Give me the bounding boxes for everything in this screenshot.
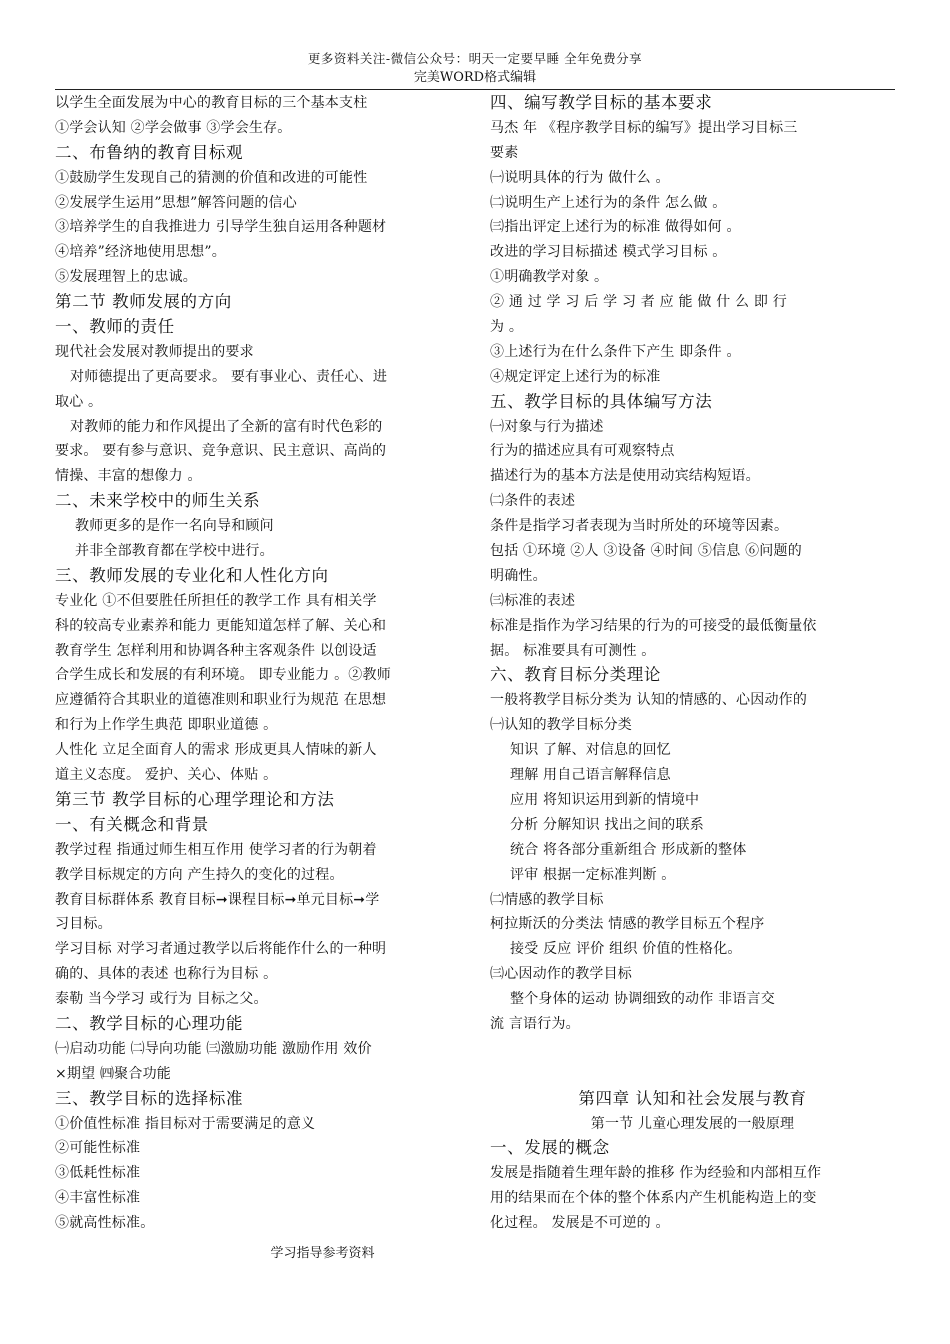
text-line: ①鼓励学生发现自己的猜测的价值和改进的可能性 [55,169,368,186]
text-line: 条件是指学习者表现为当时所处的环境等因素。 [490,518,789,535]
text-line: 分析 分解知识 找出之间的联系 [510,816,704,833]
text-line: 对教师的能力和作风提出了全新的富有时代色彩的 [70,418,383,435]
text-line: 整个身体的运动 协调细致的动作 非语言交 [510,991,775,1008]
text-line: 马杰 年 《程序教学目标的编写》提出学习目标三 [490,119,798,136]
text-line: 教师更多的是作一名向导和顾问 [75,518,274,535]
text-line: 学习目标 对学习者通过教学以后将能作什么的一种明 [55,941,387,958]
text-line: ④规定评定上述行为的标准 [490,368,661,385]
section-heading: 五、教学目标的具体编写方法 [490,391,713,411]
left-column [55,91,460,1236]
text-line: 教育学生 怎样利用和协调各种主客观条件 以创设适 [55,642,377,659]
text-line: 发展是指随着生理年龄的推移 作为经验和内部相互作 [490,1165,822,1182]
text-line: 评审 根据一定标准判断 。 [510,866,676,883]
text-line: 以学生全面发展为中心的教育目标的三个基本支柱 [55,95,368,111]
text-line: 包括 ①环境 ②人 ③设备 ④时间 ⑤信息 ⑥问题的 [490,543,802,560]
text-line: 取心 。 [55,393,103,410]
text-line: ㈠启动功能 ㈡导向功能 ㈢激励功能 激励作用 效价 [55,1040,372,1057]
text-line: ①学会认知 ②学会做事 ③学会生存。 [55,119,292,136]
text-line [490,1037,895,1062]
text-line: 习目标。 [55,916,112,933]
text-line: ② 通 过 学 习 后 学 习 者 应 能 做 什 么 即 行 [490,294,787,311]
text-line: 教学过程 指通过师生相互作用 使学习者的行为朝着 [55,841,377,858]
text-line: 人性化 立足全面育人的需求 形成更具人情味的新人 [55,742,377,759]
header-format-line: 完美WORD格式编辑 [413,70,537,85]
section-heading: 第四章 认知和社会发展与教育 [578,1088,807,1108]
text-line: ①价值性标准 指目标对于需要满足的意义 [55,1115,316,1132]
text-line: ㈠对象与行为描述 [490,418,604,435]
text-line: 标准是指作为学习结果的行为的可接受的最低衡量依 [490,617,817,634]
text-line: ⑤发展理智上的忠诚。 [55,269,197,286]
text-line: ③低耗性标准 [55,1165,141,1182]
text-line: 教学目标规定的方向 产生持久的变化的过程。 [55,866,344,883]
section-heading: 三、教学目标的选择标准 [55,1088,244,1108]
text-line: 描述行为的基本方法是使用动宾结构短语。 [490,468,760,485]
text-line: ㈢心因动作的教学目标 [490,966,632,983]
text-line: 一般将教学目标分类为 认知的情感的、心因动作的 [490,692,808,709]
section-heading: 第二节 教师发展的方向 [55,292,232,312]
text-line: ②发展学生运用”思想”解答问题的信心 [55,194,297,211]
text-line: ㈢标准的表述 [490,592,576,609]
text-line: 知识 了解、对信息的回忆 [510,742,671,759]
section-heading: 四、编写教学目标的基本要求 [490,93,713,112]
text-line: 和行为上作学生典范 即职业道德 。 [55,717,278,734]
text-line: ㈡条件的表述 [490,493,576,510]
section-heading: 一、有关概念和背景 [55,814,209,834]
text-line: 改进的学习目标描述 模式学习目标 。 [490,244,727,261]
text-line: 化过程。 发展是不可逆的 。 [490,1215,670,1232]
text-line: ㈡情感的教学目标 [490,891,604,908]
text-line: 行为的描述应具有可观察特点 [490,443,675,460]
text-line: ㈠说明具体的行为 做什么 。 [490,169,670,186]
text-line: ④丰富性标准 [55,1190,141,1207]
text-line: 用的结果而在个体的整个体系内产生机能构造上的变 [490,1190,817,1207]
text-line: ③上述行为在什么条件下产生 即条件 。 [490,343,741,360]
text-line: ㈢指出评定上述行为的标准 做得如何 。 [490,219,741,236]
text-line: 柯拉斯沃的分类法 情感的教学目标五个程序 [490,916,765,933]
right-column [490,91,895,1236]
text-line: 科的较高专业素养和能力 更能知道怎样了解、关心和 [55,617,387,634]
page-footer: 学习指导参考资料 [270,1246,375,1261]
text-line: 理解 用自己语言解释信息 [510,767,671,784]
text-line: 统合 将各部分重新组合 形成新的整体 [510,841,747,858]
section-heading: 一、发展的概念 [490,1138,610,1158]
text-line: ㈡说明生产上述行为的条件 怎么做 。 [490,194,727,211]
text-line: 情操、丰富的想像力 。 [55,468,202,485]
text-line: 要素 [490,144,519,161]
text-line: 并非全部教育都在学校中进行。 [75,543,274,560]
text-line: 合学生成长和发展的有利环境。 即专业能力 。②教师 [55,667,391,684]
section-heading: 二、布鲁纳的教育目标观 [55,142,244,162]
text-line: 要求。 要有参与意识、竞争意识、民主意识、高尚的 [55,443,387,460]
section-heading: 二、教学目标的心理功能 [55,1013,244,1033]
section-heading: 二、未来学校中的师生关系 [55,491,261,511]
text-line: 为 。 [490,319,524,336]
text-line: 应用 将知识运用到新的情境中 [510,791,700,808]
section-heading: 三、教师发展的专业化和人性化方向 [55,565,329,585]
text-line: ⑤就高性标准。 [55,1215,155,1232]
text-line: ①明确教学对象 。 [490,269,609,286]
text-line: 泰勒 当今学习 或行为 目标之父。 [55,991,268,1008]
text-line: 据。 标准要具有可测性 。 [490,642,656,659]
text-line: 现代社会发展对教师提出的要求 [55,343,254,360]
text-line: 流 言语行为。 [490,1015,580,1032]
text-line: ×期望 ㈣聚合功能 [55,1065,171,1082]
section-heading: 一、教师的责任 [55,317,175,337]
text-line: 应遵循符合其职业的道德准则和职业行为规范 在思想 [55,692,387,709]
text-line: 对师德提出了更高要求。 要有事业心、责任心、进 [70,368,388,385]
text-line: ④培养”经济地使用思想”。 [55,244,226,261]
text-line: 第一节 儿童心理发展的一般原理 [590,1115,795,1132]
text-line [490,1062,895,1087]
text-line: 确的、具体的表述 也称行为目标 。 [55,966,278,983]
section-heading: 第三节 教学目标的心理学理论和方法 [55,789,335,809]
text-line: 接受 反应 评价 组织 价值的性格化。 [510,941,742,958]
text-line: 专业化 ①不但要胜任所担任的教学工作 具有相关学 [55,592,377,609]
text-line: 明确性。 [490,567,547,584]
header-promo-line: 更多资料关注-微信公众号：明天一定要早睡 全年免费分享 [307,51,643,66]
text-line: ③培养学生的自我推进力 引导学生独自运用各种题材 [55,219,387,236]
section-heading: 六、教育目标分类理论 [490,665,661,685]
text-line: ㈠认知的教学目标分类 [490,717,632,734]
header-divider [55,89,895,90]
text-line: 道主义态度。 爱护、关心、体贴 。 [55,767,278,784]
text-line: ②可能性标准 [55,1140,141,1157]
text-line: 教育目标群体系 教育目标➞课程目标➞单元目标➞学 [55,891,380,908]
